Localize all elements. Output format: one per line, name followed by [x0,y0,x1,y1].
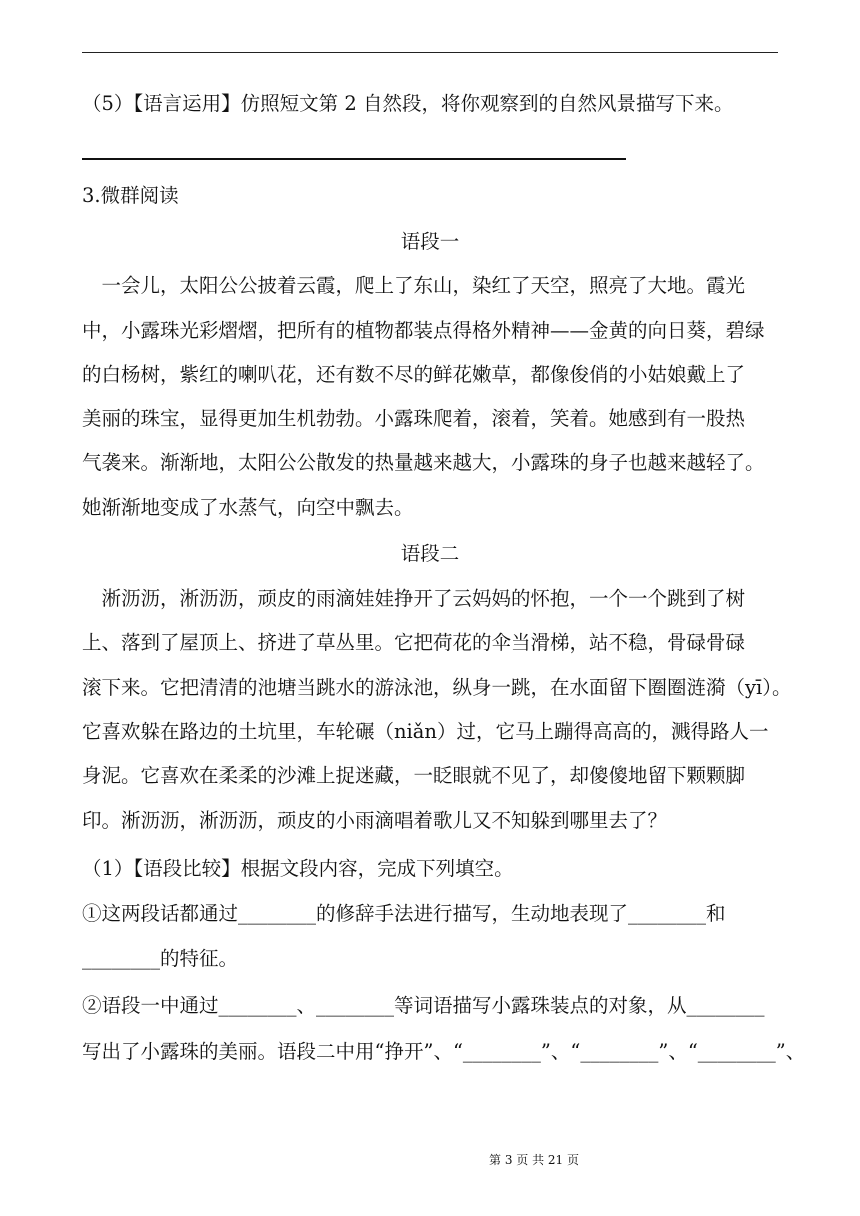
passage-2-line: 身泥。它喜欢在柔柔的沙滩上捉迷藏，一眨眼就不见了，却傻傻地留下颗颗脚 [82,764,746,787]
passage-1-line: 的白杨树，紫红的喇叭花，还有数不尽的鲜花嫩草，都像俊俏的小姑娘戴上了 [82,363,746,386]
question-1-prompt: （1）【语段比较】根据文段内容，完成下列填空。 [82,857,514,880]
answer-blank-line [82,158,626,160]
passage-1-line: 气袭来。渐渐地，太阳公公散发的热量越来越大，小露珠的身子也越来越轻了。 [82,451,765,474]
passage-2-heading: 语段二 [400,542,460,565]
header-rule [82,52,778,53]
passage-1-line: 她渐渐地变成了水蒸气，向空中飘去。 [82,496,414,519]
passage-2-line: 它喜欢躲在路边的土坑里，车轮碾（niǎn）过，它马上蹦得高高的，溅得路人一 [82,720,769,743]
passage-2-line: 滚下来。它把清清的池塘当跳水的游泳池，纵身一跳，在水面留下圈圈涟漪（yī）。 [82,676,792,699]
question-5: （5）【语言运用】仿照短文第 2 自然段，将你观察到的自然风景描写下来。 [82,92,734,115]
passage-2-line: 印。淅沥沥，淅沥沥，顽皮的小雨滴唱着歌儿又不知躲到哪里去了？ [82,809,668,832]
passage-1-line: 美丽的珠宝，显得更加生机勃勃。小露珠爬着，滚着，笑着。她感到有一股热 [82,407,746,430]
page-number: 第 3 页 共 21 页 [489,1153,579,1167]
question-1-item-1-cont: ________的特征。 [82,947,239,970]
page-footer [0,1153,860,1167]
passage-1-line: 中，小露珠光彩熠熠，把所有的植物都装点得格外精神——金黄的向日葵，碧绿 [82,319,765,342]
passage-2-line: 上、落到了屋顶上、挤进了草丛里。它把荷花的伞当滑梯，站不稳，骨碌骨碌 [82,631,746,654]
section-title: 3.微群阅读 [82,184,179,207]
passage-1-heading: 语段一 [400,230,460,253]
question-1-item-2-cont: 写出了小露珠的美丽。语段二中用“挣开”、“________”、“________”、“________”、 [82,1040,806,1063]
passage-2-line: 淅沥沥，淅沥沥，顽皮的雨滴娃娃挣开了云妈妈的怀抱，一个一个跳到了树 [82,587,746,610]
passage-1-line: 一会儿，太阳公公披着云霞，爬上了东山，染红了天空，照亮了大地。霞光 [82,274,746,297]
question-1-item-2: ②语段一中通过________、________等词语描写小露珠装点的对象，从________ [82,994,765,1017]
question-1-item-1: ①这两段话都通过________的修辞手法进行描写，生动地表现了________和 [82,902,726,925]
